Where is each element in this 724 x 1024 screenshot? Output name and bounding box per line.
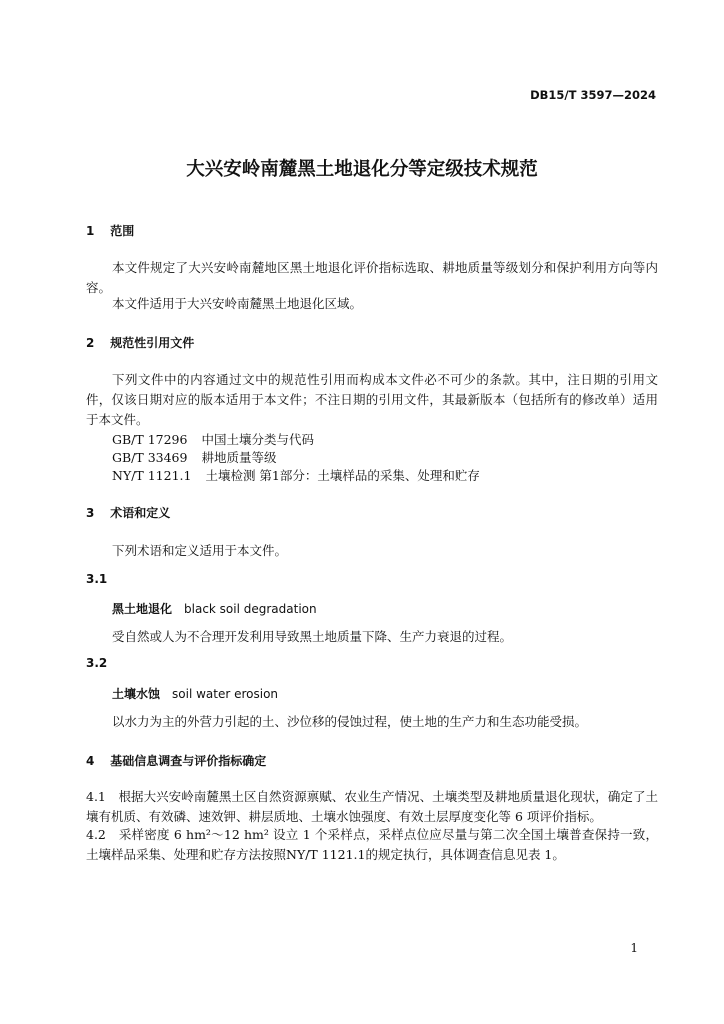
section-1-paragraph-1: 本文件规定了大兴安岭南麓地区黑土地退化评价指标选取、耕地质量等级划分和保护利用方向等内容。 [86,260,658,295]
reference-code: GB/T 17296 [112,432,188,447]
section-title: 术语和定义 [110,506,171,520]
section-1-heading [86,222,134,239]
reference-title: 耕地质量等级 [201,450,277,465]
section-2-intro: 下列文件中的内容通过文中的规范性引用而构成本文件必不可少的条款。其中，注日期的引用文件，仅该日期对应的版本适用于本文件；不注日期的引用文件，其最新版本（包括所有的修改单）适用于本文件。 [86,372,658,427]
reference-item [112,448,276,466]
reference-code: GB/T 33469 [112,450,188,465]
reference-title: 中国土壤分类与代码 [201,432,314,447]
term-heading [112,685,278,702]
section-4-heading [86,752,266,769]
reference-item [112,430,314,448]
document-title: 大兴安岭南麓黑土地退化分等定级技术规范 [186,159,538,180]
term-definition: 以水力为主的外营力引起的土、沙位移的侵蚀过程，使土地的生产力和生态功能受损。 [112,714,588,729]
term-chinese: 黑土地退化 [112,602,173,616]
reference-code: NY/T 1121.1 [112,468,192,483]
reference-item [112,466,480,484]
section-2-heading [86,334,194,351]
term-english: black soil degradation [184,602,317,616]
reference-title: 土壤检测 第1部分：土壤样品的采集、处理和贮存 [205,468,480,483]
term-english: soil water erosion [172,687,279,701]
section-number: 4 [86,754,95,768]
term-definition: 受自然或人为不合理开发利用导致黑土地质量下降、生产力衰退的过程。 [112,629,513,644]
section-3-heading [86,504,170,521]
clause-4-1: 4.1 根据大兴安岭南麓黑土区自然资源禀赋、农业生产情况、土壤类型及耕地质量退化现状，确定了土壤有机质、有效磷、速效钾、耕层质地、土壤水蚀强度、有效土层厚度变化等 6 项评价指标。 [86,789,658,824]
section-number: 1 [86,224,95,238]
term-heading [112,600,317,617]
section-1-paragraph-2: 本文件适用于大兴安岭南麓黑土地退化区域。 [112,296,363,311]
clause-number-3-2: 3.2 [86,656,108,670]
clause-number-3-1: 3.1 [86,572,108,586]
section-title: 基础信息调查与评价指标确定 [110,754,267,768]
section-number: 3 [86,506,95,520]
section-title: 范围 [110,224,135,238]
standard-number: DB15/T 3597—2024 [530,88,656,102]
section-3-intro: 下列术语和定义适用于本文件。 [112,543,288,558]
clause-4-2: 4.2 采样密度 6 hm²～12 hm² 设立 1 个采样点，采样点位应尽量与第二次全国土壤普查保持一致，土壤样品采集、处理和贮存方法按照NY/T 1121.1的规定执行，具体调查信息见表 1。 [86,827,658,862]
section-number: 2 [86,336,95,350]
section-title: 规范性引用文件 [110,336,195,350]
page-number: 1 [630,941,638,955]
term-chinese: 土壤水蚀 [112,687,161,701]
